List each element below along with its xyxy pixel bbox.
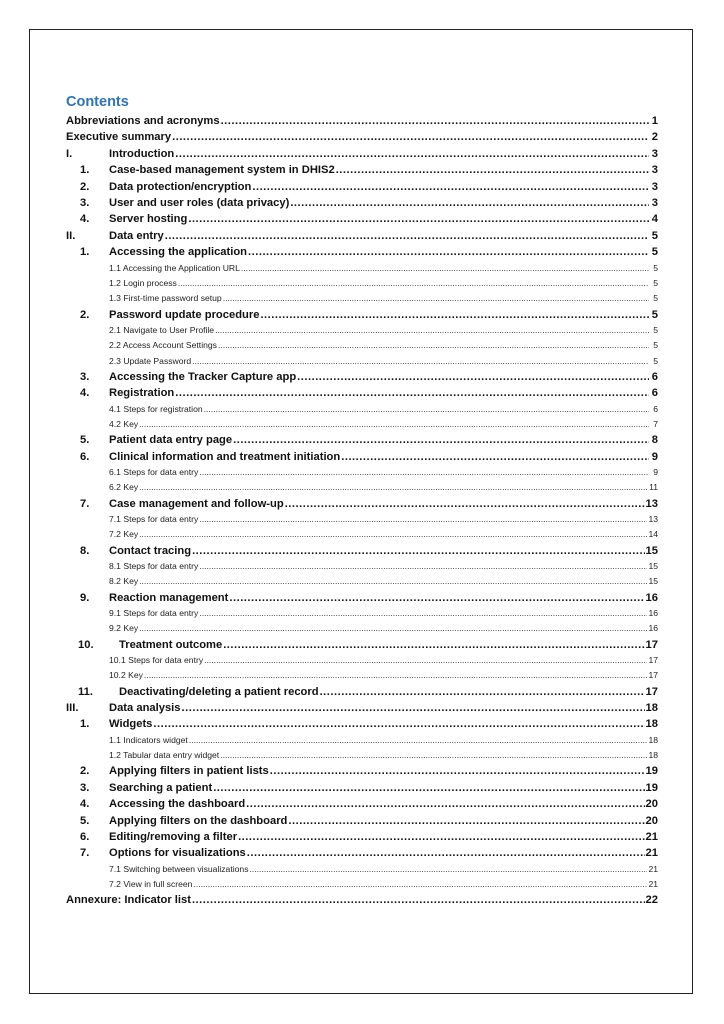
toc-entry-label: Annexure: Indicator list [66, 894, 191, 907]
toc-leader-dots [270, 763, 645, 779]
toc-page-number: 6 [651, 370, 658, 383]
toc-entry-label: Executive summary [66, 131, 172, 144]
toc-page-number: 5 [653, 277, 658, 288]
toc-entry[interactable] [66, 796, 658, 812]
toc-leader-dots [250, 862, 648, 876]
toc-subentry[interactable] [66, 402, 658, 416]
toc-entry-label: Data entry [109, 229, 164, 242]
toc-leader-dots [223, 291, 649, 305]
toc-entry-number: 3. [80, 370, 90, 383]
toc-leader-dots [175, 385, 649, 401]
toc-entry[interactable] [66, 244, 658, 260]
toc-entry-label: 8.1 Steps for data entry [109, 561, 199, 571]
toc-entry-label: Accessing the dashboard [109, 798, 246, 811]
toc-entry-label: Applying filters in patient lists [109, 765, 269, 778]
toc-entry-label: User and user roles (data privacy) [109, 197, 290, 209]
toc-page-number: 14 [648, 529, 658, 540]
toc-entry[interactable] [66, 179, 658, 195]
toc-leader-dots [247, 845, 645, 861]
toc-entry-label: 1.1 Accessing the Application URL [109, 262, 240, 273]
toc-entry[interactable] [66, 845, 658, 861]
toc-page-number: 3 [651, 147, 658, 160]
toc-leader-dots [139, 621, 647, 635]
toc-entry-number: 8. [80, 544, 90, 557]
toc-entry[interactable] [66, 496, 658, 512]
toc-entry[interactable] [66, 763, 658, 779]
toc-entry-label: 1.2 Tabular data entry widget [109, 750, 220, 761]
toc-entry-label: Abbreviations and acronyms [66, 115, 220, 127]
toc-entry-label: Applying filters on the dashboard [109, 814, 288, 827]
toc-leader-dots [139, 417, 649, 431]
toc-entry-label: 1.1 Indicators widget [109, 734, 188, 745]
toc-page-number: 20 [645, 798, 658, 811]
toc-entry-label: 9.1 Steps for data entry [109, 608, 199, 618]
toc-entry-label: Reaction management [109, 591, 229, 604]
toc-page-number: 21 [648, 879, 658, 890]
toc-subentry[interactable] [66, 338, 658, 352]
toc-page-number: 5 [651, 246, 658, 259]
toc-leader-dots [165, 228, 649, 244]
toc-entry-number: I. [66, 147, 73, 160]
toc-entry-number: 2. [80, 180, 90, 193]
toc-entry[interactable] [66, 449, 658, 465]
toc-entry-number: 1. [80, 164, 90, 177]
toc-page-number: 21 [645, 847, 658, 860]
toc-entry-label: 7.2 Key [109, 529, 139, 540]
toc-entry-label: 2.1 Navigate to User Profile [109, 324, 215, 335]
toc-subentry[interactable] [66, 862, 658, 876]
toc-subentry[interactable] [66, 877, 658, 891]
toc-leader-dots [139, 480, 648, 494]
toc-entry-number: 4. [80, 213, 90, 226]
toc-leader-dots [241, 261, 649, 275]
toc-entry-label: Introduction [109, 147, 175, 160]
toc-entry-label: Case-based management system in DHIS2 [109, 164, 335, 177]
toc-page-number: 20 [645, 814, 658, 827]
toc-entry-label: Accessing the application [109, 246, 248, 259]
toc-leader-dots [229, 590, 644, 606]
toc-leader-dots [175, 146, 649, 162]
toc-entry[interactable] [66, 162, 658, 178]
toc-page-number: 15 [645, 544, 658, 557]
toc-entry[interactable] [66, 129, 658, 145]
toc-page-number: 21 [648, 863, 658, 874]
toc-entry[interactable] [66, 637, 658, 653]
toc-page-number: 18 [648, 734, 658, 745]
toc-page-number: 21 [645, 831, 658, 843]
toc-subentry[interactable] [66, 748, 658, 762]
toc-subentry[interactable] [66, 621, 658, 635]
toc-page-number: 6 [653, 403, 658, 414]
toc-page-number: 3 [651, 197, 658, 209]
toc-page-number: 17 [645, 638, 658, 651]
toc-entry-label: 7.1 Switching between visualizations [109, 863, 249, 874]
toc-page-number: 4 [651, 213, 658, 226]
toc-leader-dots [182, 700, 645, 716]
toc-entry-label: 7.1 Steps for data entry [109, 514, 199, 524]
toc-leader-dots [341, 449, 649, 465]
toc-page-number: 5 [653, 262, 658, 273]
toc-page-number: 9 [653, 467, 658, 477]
toc-entry-number: II. [66, 229, 76, 242]
toc-entry-label: 2.3 Update Password [109, 355, 192, 366]
toc-entry-number: 5. [80, 814, 90, 827]
toc-entry[interactable] [66, 369, 658, 385]
toc-entry[interactable] [66, 432, 658, 448]
toc-entry[interactable] [66, 590, 658, 606]
toc-page-number: 17 [648, 655, 658, 665]
toc-entry-number: 2. [80, 765, 90, 778]
toc-leader-dots [213, 780, 644, 796]
toc-page-number: 6 [651, 387, 658, 400]
toc-entry-label: 1.3 First-time password setup [109, 293, 222, 304]
toc-page-number: 16 [648, 623, 658, 634]
toc-leader-dots [139, 527, 647, 541]
toc-entry-number: 2. [80, 308, 90, 321]
toc-entry[interactable] [66, 146, 658, 162]
toc-entry-label: Treatment outcome [119, 638, 223, 651]
toc-leader-dots [246, 796, 644, 812]
toc-entry-label: Data protection/encryption [109, 180, 252, 193]
toc-leader-dots [336, 162, 649, 178]
toc-page-number: 2 [651, 131, 658, 144]
toc-page-number: 19 [645, 781, 658, 794]
toc-entry-label: Deactivating/deleting a patient record [119, 685, 319, 698]
toc-entry-number: III. [66, 702, 79, 714]
toc-entry[interactable] [66, 829, 658, 845]
toc-leader-dots [199, 606, 647, 620]
toc-leader-dots [192, 892, 645, 908]
contents-heading: Contents [66, 94, 129, 110]
toc-entry[interactable] [66, 385, 658, 401]
toc-leader-dots [233, 432, 649, 448]
toc-entry-label: Widgets [109, 718, 153, 731]
toc-entry-number: 7. [80, 497, 90, 510]
toc-entry-label: Data analysis [109, 702, 181, 714]
toc-page-number: 16 [648, 608, 658, 618]
toc-entry-number: 6. [80, 450, 90, 463]
toc-leader-dots [193, 877, 647, 891]
toc-page-number: 22 [645, 894, 658, 907]
toc-leader-dots [192, 354, 649, 368]
toc-subentry[interactable] [66, 527, 658, 541]
toc-page-number: 3 [651, 164, 658, 177]
toc-page-number: 7 [653, 418, 658, 429]
toc-subentry[interactable] [66, 733, 658, 747]
toc-entry-label: Editing/removing a filter [109, 831, 238, 843]
toc-page-number: 15 [648, 561, 658, 571]
toc-page-number: 19 [645, 765, 658, 778]
toc-leader-dots [218, 338, 649, 352]
toc-entry-label: 2.2 Access Account Settings [109, 340, 217, 351]
toc-leader-dots [192, 543, 644, 559]
toc-entry[interactable] [66, 195, 658, 211]
toc-page-number: 17 [645, 685, 658, 698]
toc-entry[interactable] [66, 780, 658, 796]
toc-leader-dots [153, 716, 644, 732]
toc-leader-dots [172, 129, 649, 145]
toc-entry[interactable] [66, 700, 658, 716]
toc-leader-dots [223, 637, 644, 653]
toc-entry[interactable] [66, 543, 658, 559]
toc-leader-dots [288, 813, 644, 829]
toc-entry-number: 5. [80, 434, 90, 447]
toc-leader-dots [144, 668, 648, 682]
toc-subentry[interactable] [66, 417, 658, 431]
toc-page-number: 11 [649, 482, 658, 493]
toc-entry-label: 9.2 Key [109, 623, 139, 634]
toc-entry-label: Searching a patient [109, 781, 213, 794]
toc-leader-dots [297, 369, 649, 385]
toc-entry[interactable] [66, 684, 658, 700]
toc-leader-dots [199, 465, 649, 479]
toc-entry-label: 4.1 Steps for registration [109, 403, 203, 414]
toc-entry-number: 3. [80, 197, 90, 209]
toc-entry-label: 10.1 Steps for data entry [109, 655, 204, 665]
toc-leader-dots [199, 512, 647, 526]
toc-subentry[interactable] [66, 606, 658, 620]
toc-leader-dots [189, 733, 648, 747]
toc-leader-dots [188, 211, 649, 227]
toc-subentry[interactable] [66, 465, 658, 479]
toc-leader-dots [178, 276, 649, 290]
toc-page-number: 13 [645, 497, 658, 510]
toc-entry-number: 4. [80, 798, 90, 811]
toc-subentry[interactable] [66, 653, 658, 667]
toc-entry-number: 11. [78, 685, 93, 698]
toc-entry-label: Contact tracing [109, 544, 192, 557]
toc-leader-dots [199, 559, 647, 573]
toc-entry[interactable] [66, 113, 658, 129]
toc-leader-dots [204, 653, 647, 667]
toc-entry-label: Registration [109, 387, 175, 400]
toc-page-number: 9 [651, 450, 658, 463]
toc-leader-dots [204, 402, 649, 416]
toc-entry-label: 4.2 Key [109, 418, 139, 429]
toc-entry-label: Password update procedure [109, 308, 260, 321]
toc-page-number: 17 [648, 670, 658, 681]
toc-subentry[interactable] [66, 512, 658, 526]
toc-leader-dots [320, 684, 645, 700]
toc-entry-number: 7. [80, 847, 90, 860]
toc-page-number: 5 [653, 324, 658, 335]
toc-entry-number: 10. [78, 638, 94, 651]
toc-page-number: 16 [645, 591, 658, 604]
toc-leader-dots [260, 307, 649, 323]
toc-page-number: 3 [651, 180, 658, 193]
toc-entry-number: 4. [80, 387, 90, 400]
toc-subentry[interactable] [66, 276, 658, 290]
toc-entry-label: 7.2 View in full screen [109, 879, 193, 890]
toc-entry-number: 9. [80, 591, 90, 604]
toc-entry[interactable] [66, 307, 658, 323]
toc-subentry[interactable] [66, 261, 658, 275]
toc-entry-label: Case management and follow-up [109, 497, 284, 510]
toc-page-number: 13 [648, 514, 658, 524]
toc-leader-dots [220, 748, 647, 762]
toc-subentry[interactable] [66, 323, 658, 337]
toc-page-number: 5 [651, 229, 658, 242]
toc-entry-label: 6.1 Steps for data entry [109, 467, 199, 477]
toc-entry-label: 6.2 Key [109, 482, 139, 493]
toc-entry-label: Server hosting [109, 213, 188, 226]
toc-entry-label: Options for visualizations [109, 847, 246, 860]
toc-page-number: 1 [651, 115, 658, 127]
toc-leader-dots [139, 574, 647, 588]
toc-page-number: 5 [653, 293, 658, 304]
toc-entry-number: 1. [80, 246, 90, 259]
toc-leader-dots [252, 179, 649, 195]
toc-page-number: 18 [645, 702, 658, 714]
toc-leader-dots [215, 323, 649, 337]
toc-subentry[interactable] [66, 559, 658, 573]
toc-entry-label: Clinical information and treatment initiation [109, 450, 341, 463]
toc-entry-label: Accessing the Tracker Capture app [109, 370, 297, 383]
toc-entry-label: Patient data entry page [109, 434, 233, 447]
toc-page-number: 8 [651, 434, 658, 447]
toc-entry[interactable] [66, 813, 658, 829]
toc-leader-dots [221, 113, 649, 129]
toc-page-number: 5 [653, 355, 658, 366]
toc-entry[interactable] [66, 716, 658, 732]
toc-leader-dots [290, 195, 649, 211]
toc-leader-dots [285, 496, 645, 512]
toc-page-number: 5 [651, 308, 658, 321]
toc-entry[interactable] [66, 228, 658, 244]
toc-entry-number: 1. [80, 718, 90, 731]
toc-entry-number: 3. [80, 781, 90, 794]
toc-page-number: 18 [645, 718, 658, 731]
toc-entry-label: 10.2 Key [109, 670, 143, 681]
toc-entry-label: 8.2 Key [109, 576, 139, 587]
toc-entry[interactable] [66, 211, 658, 227]
toc-subentry[interactable] [66, 354, 658, 368]
toc-page-number: 15 [648, 576, 658, 587]
toc-subentry[interactable] [66, 668, 658, 682]
toc-entry[interactable] [66, 892, 658, 908]
toc-subentry[interactable] [66, 291, 658, 305]
toc-entry-label: 1.2 Login process [109, 277, 177, 288]
toc-subentry[interactable] [66, 480, 658, 494]
toc-subentry[interactable] [66, 574, 658, 588]
toc-page-number: 18 [648, 750, 658, 761]
toc-leader-dots [248, 244, 649, 260]
toc-entry-number: 6. [80, 831, 90, 843]
toc-page-number: 5 [653, 340, 658, 351]
toc-leader-dots [238, 829, 644, 845]
